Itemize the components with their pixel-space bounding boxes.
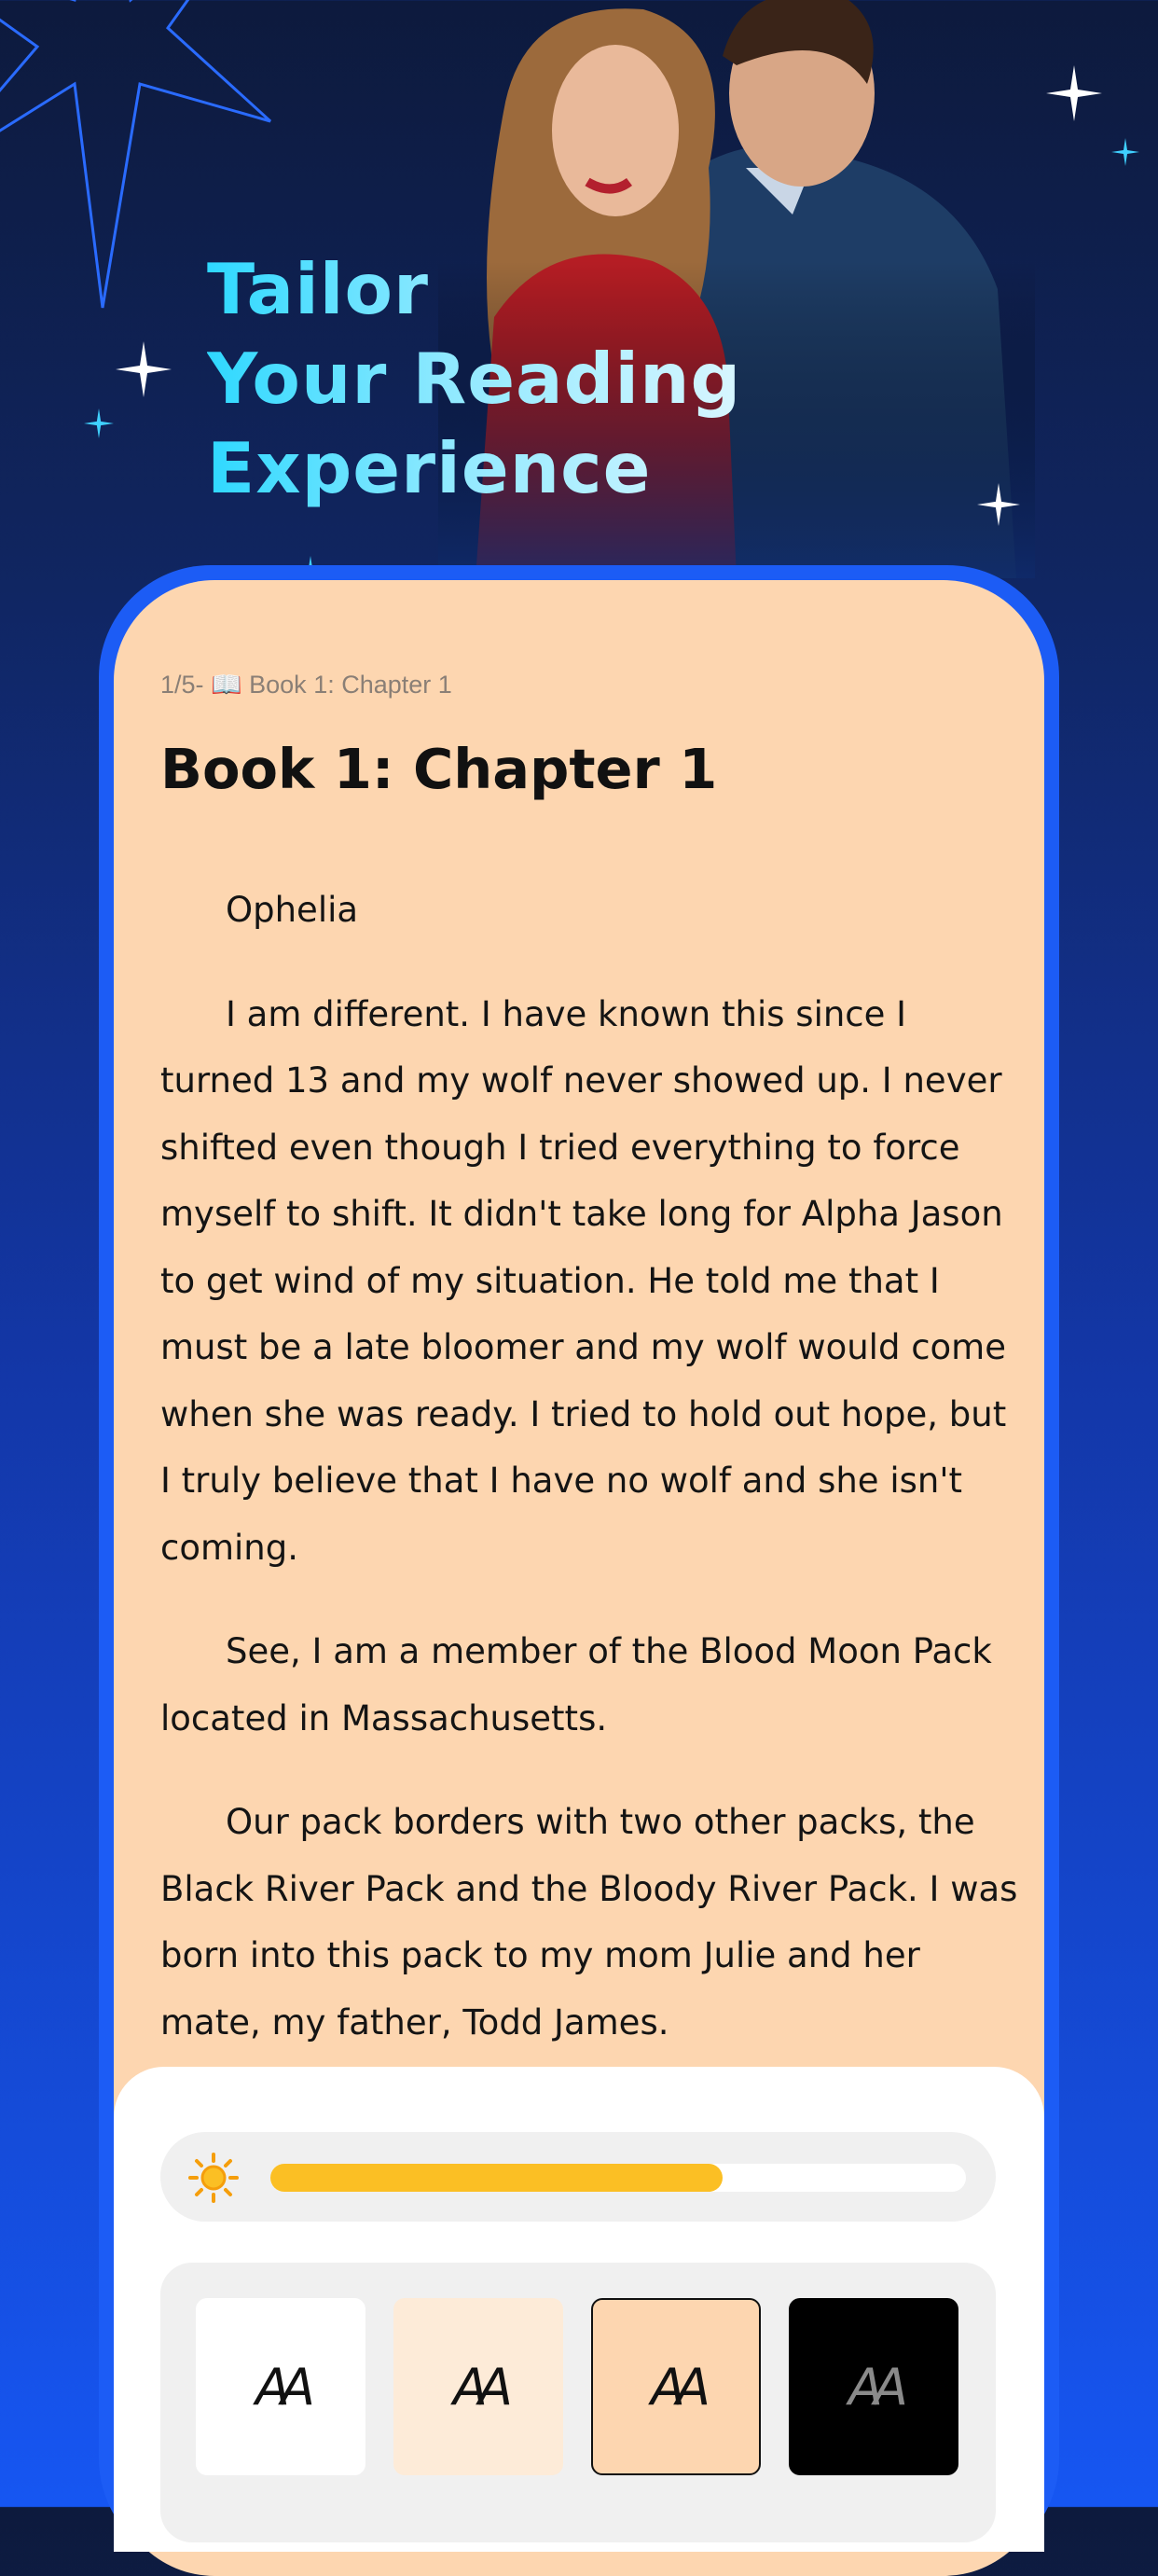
sparkle-icon [1046,65,1102,121]
font-theme-icon: AA [453,2357,503,2417]
sparkle-icon [84,409,114,438]
font-theme-icon: AA [255,2357,306,2417]
headline-line-3: Experience [207,427,652,509]
theme-selector [160,2263,996,2542]
theme-option-white[interactable] [196,2298,365,2475]
chapter-breadcrumb: 1/5- 📖 Book 1: Chapter 1 [160,671,452,699]
reading-settings-panel [114,2067,1044,2552]
headline-line-1: Tailor [207,248,430,330]
story-paragraph: See, I am a member of the Blood Moon Pack located in Massachusetts. [160,1631,992,1738]
font-theme-icon: AA [651,2357,701,2417]
sparkle-icon [977,483,1020,526]
chapter-title: Book 1: Chapter 1 [160,737,718,801]
brightness-slider-fill [270,2164,723,2192]
story-paragraph: I am different. I have known this since I turned 13 and my wolf never showed up. I never shifted even though I tried everything to force myself to shift. It didn't take long for Alpha Jason to get wind of my situation. He told me that I must be a late bloomer and my wolf would come when she was ready. I tried to hold out hope, but I truly believe that I have no wolf and she isn't coming. [160,993,1007,1568]
theme-option-dark[interactable] [789,2298,958,2475]
headline-line-2: Your Reading [207,338,742,420]
hero-banner [0,0,1158,597]
story-text [160,877,1018,2264]
story-paragraph: Our pack borders with two other packs, the Black River Pack and the Bloody River Pack. I was born into this pack to my mom Julie and her mate, my father, Todd James. [160,1802,1018,2043]
brightness-slider[interactable] [270,2164,966,2192]
theme-option-peach[interactable] [591,2298,761,2475]
sparkle-icon [116,341,172,397]
hero-headline [207,244,741,513]
theme-option-cream[interactable] [393,2298,563,2475]
story-paragraph: Ophelia [226,890,359,930]
brightness-control [160,2132,996,2222]
sparkle-icon [1111,138,1139,166]
font-theme-icon: AA [848,2357,899,2417]
sun-icon [188,2153,239,2203]
